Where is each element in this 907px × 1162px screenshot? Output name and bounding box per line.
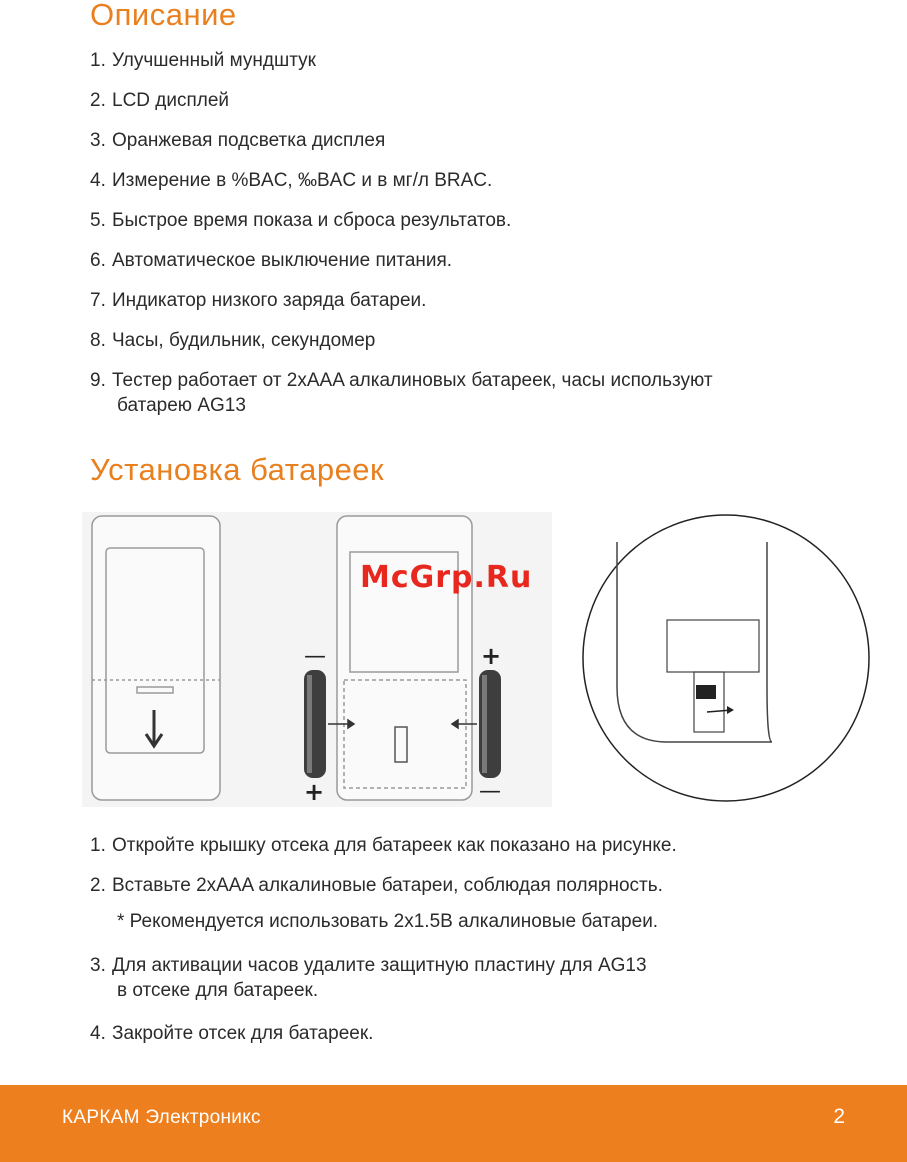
polarity-plus-top: + bbox=[481, 642, 502, 670]
list-item: 1. Откройте крышку отсека для батареек как показано на рисунке. bbox=[90, 835, 677, 856]
footer bbox=[0, 1085, 907, 1162]
watermark-text: McGrp.Ru bbox=[360, 560, 533, 595]
battery-left bbox=[304, 670, 326, 778]
battery-right bbox=[479, 670, 501, 778]
list-item: 1. Улучшенный мундштук bbox=[90, 50, 316, 71]
list-item: 5. Быстрое время показа и сброса результатов. bbox=[90, 210, 512, 231]
list-item: 3. Для активации часов удалите защитную пластину для AG13 в отсеке для батареек. bbox=[90, 955, 647, 1001]
list-item: 4. Закройте отсек для батареек. bbox=[90, 1023, 374, 1044]
battery-heading: Установка батареек bbox=[90, 452, 385, 487]
page-number: 2 bbox=[833, 1105, 845, 1128]
list-item: 8. Часы, будильник, секундомер bbox=[90, 330, 376, 351]
battery-installation-figure bbox=[82, 512, 872, 812]
list-item: 3. Оранжевая подсветка дисплея bbox=[90, 130, 386, 151]
polarity-minus-bottom: — bbox=[479, 779, 501, 804]
ag13-detail-circle bbox=[583, 515, 869, 801]
polarity-plus-bottom: + bbox=[304, 778, 325, 806]
list-item: 6. Автоматическое выключение питания. bbox=[90, 250, 453, 271]
device-back-illustration bbox=[92, 516, 220, 800]
polarity-minus-top: — bbox=[304, 644, 326, 669]
list-item: 4. Измерение в %BAC, ‰BAC и в мг/л BRAC. bbox=[90, 170, 493, 191]
list-item: 2. LCD дисплей bbox=[90, 90, 230, 111]
list-item: 9. Тестер работает от 2xAAA алкалиновых батареек, часы используют батарею AG13 bbox=[90, 370, 713, 416]
device-open-illustration bbox=[337, 516, 472, 800]
list-item: 7. Индикатор низкого заряда батареи. bbox=[90, 290, 427, 311]
list-item-note: * Рекомендуется использовать 2x1.5В алкалиновые батареи. bbox=[117, 911, 659, 932]
footer-brand: КАРКАМ Электроникс bbox=[62, 1107, 261, 1128]
list-item: 2. Вставьте 2xAAA алкалиновые батареи, соблюдая полярность. bbox=[90, 875, 663, 896]
description-heading: Описание bbox=[90, 0, 237, 32]
